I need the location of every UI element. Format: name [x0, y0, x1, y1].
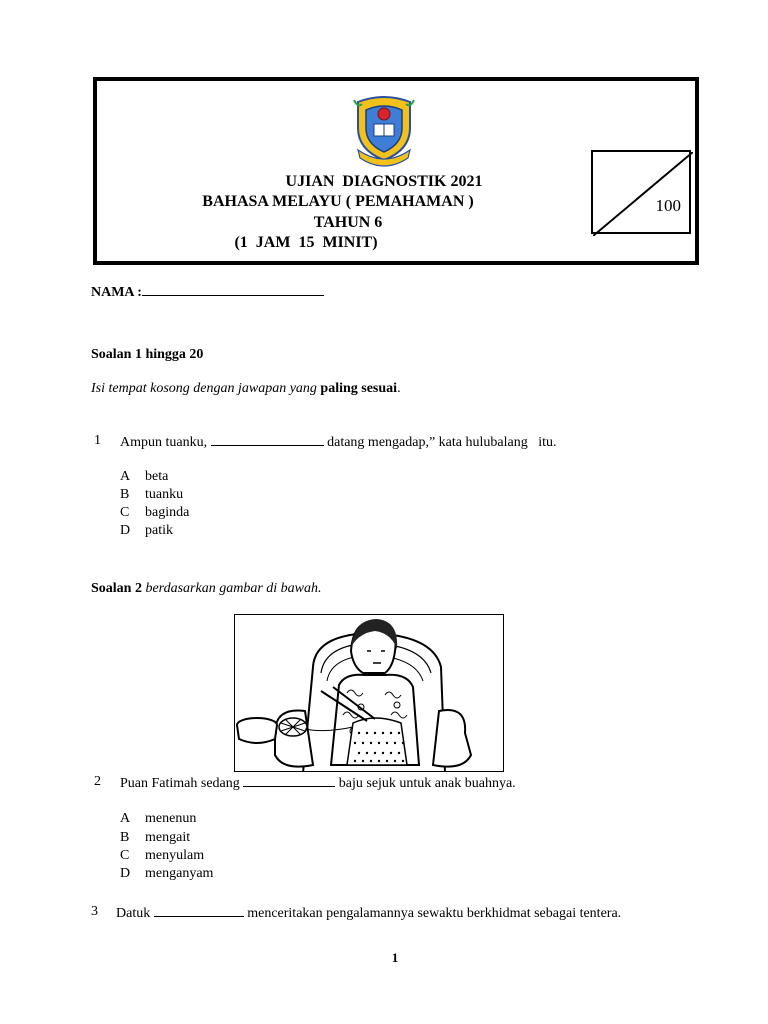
option-letter: B: [120, 830, 130, 845]
option-text[interactable]: baginda: [145, 505, 190, 520]
score-total: 100: [655, 196, 681, 215]
question-1-text: Ampun tuanku, datang mengadap,” kata hulubalang itu.: [120, 432, 556, 452]
exam-subject: BAHASA MELAYU ( PEMAHAMAN ): [202, 193, 474, 210]
option-text[interactable]: beta: [145, 469, 169, 484]
name-line: [91, 282, 324, 302]
option-text[interactable]: mengait: [145, 830, 191, 845]
exam-year: TAHUN 6: [313, 214, 383, 231]
option-letter: D: [120, 866, 131, 881]
name-blank[interactable]: [142, 282, 324, 296]
option-letter: C: [120, 848, 130, 863]
option-letter: A: [120, 811, 131, 826]
exam-title: UJIAN DIAGNOSTIK 2021: [285, 173, 483, 190]
question-number: 3: [91, 904, 98, 919]
option-text[interactable]: menenun: [145, 811, 197, 826]
school-crest-logo: [348, 94, 420, 168]
option-letter: B: [120, 487, 130, 502]
section-instruction: Isi tempat kosong dengan jawapan yang paling sesuai.: [91, 381, 401, 396]
name-label: NAMA :: [91, 285, 142, 300]
question-number: 2: [94, 774, 101, 789]
option-letter: D: [120, 523, 131, 538]
option-letter: C: [120, 505, 130, 520]
woman-knitting-illustration: [234, 614, 504, 772]
page-number: 1: [391, 950, 399, 965]
question-number: 1: [94, 433, 101, 448]
score-box: [591, 150, 691, 234]
answer-blank[interactable]: [243, 773, 335, 787]
exam-duration: (1 JAM 15 MINIT): [234, 234, 378, 251]
option-text[interactable]: tuanku: [145, 487, 184, 502]
option-letter: A: [120, 469, 131, 484]
option-text[interactable]: menganyam: [145, 866, 214, 881]
option-text[interactable]: menyulam: [145, 848, 205, 863]
question-3-text: Datuk menceritakan pengalamannya sewaktu berkhidmat sebagai tentera.: [116, 903, 621, 923]
option-text[interactable]: patik: [145, 523, 173, 538]
question-2-intro: Soalan 2 berdasarkan gambar di bawah.: [91, 581, 322, 596]
question-2-text: Puan Fatimah sedang baju sejuk untuk anak buahnya.: [120, 773, 516, 793]
answer-blank[interactable]: [211, 432, 324, 446]
section-title: Soalan 1 hingga 20: [91, 347, 204, 362]
answer-blank[interactable]: [154, 903, 244, 917]
